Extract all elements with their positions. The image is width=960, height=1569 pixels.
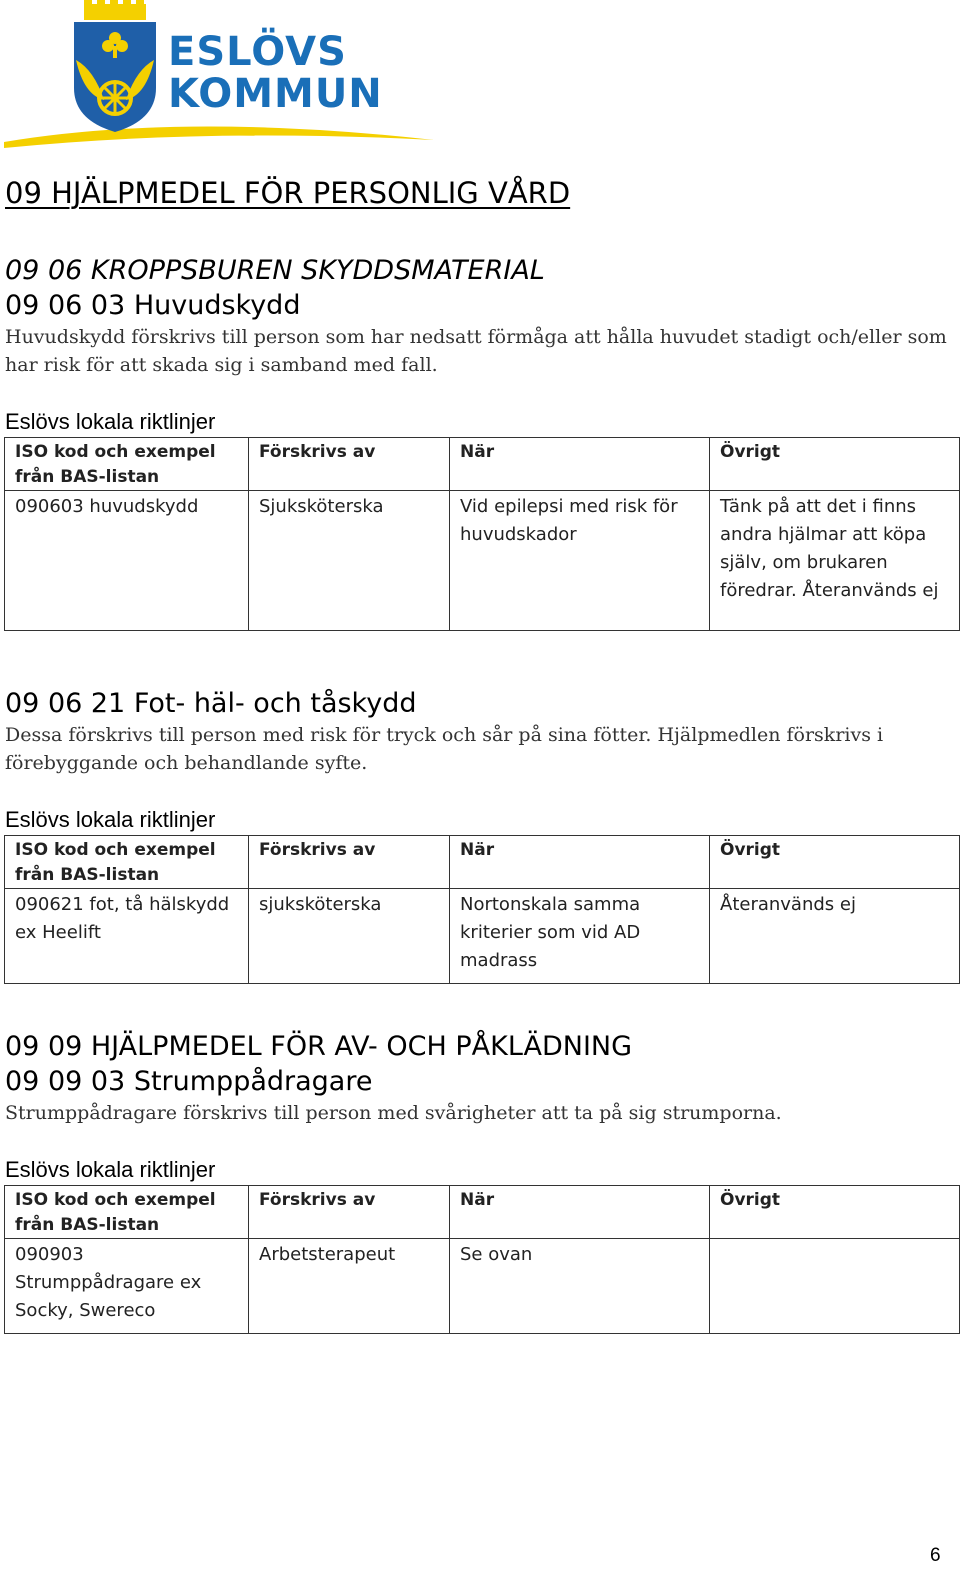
guidelines-label: Eslövs lokala riktlinjer xyxy=(5,409,216,434)
header-when: När xyxy=(450,1186,710,1239)
section-title: 09 06 03 Huvudskydd xyxy=(5,290,301,321)
cell-when: Nortonskala samma kriterier som vid AD madrass xyxy=(450,889,710,984)
section-description: Strumppådragare förskrivs till person med svårigheter att ta på sig strumporna. xyxy=(5,1102,782,1124)
cell-iso: 090903 Strumppådragare ex Socky, Swereco xyxy=(5,1239,249,1334)
cell-iso: 090603 huvudskydd xyxy=(5,491,249,631)
header-prescribed-by: Förskrivs av xyxy=(249,836,450,889)
header-other: Övrigt xyxy=(710,836,960,889)
table-header-row xyxy=(5,836,960,889)
cell-prescribed-by: Sjuksköterska xyxy=(249,491,450,631)
header-iso: ISO kod och exempel från BAS-listan xyxy=(5,836,249,889)
table-row xyxy=(5,491,960,631)
main-heading: 09 HJÄLPMEDEL FÖR PERSONLIG VÅRD xyxy=(5,176,571,210)
guidelines-table xyxy=(4,1185,960,1334)
header-when: När xyxy=(450,836,710,889)
section-category: 09 06 KROPPSBUREN SKYDDSMATERIAL xyxy=(5,255,545,286)
cell-when: Se ovan xyxy=(450,1239,710,1334)
logo-text-line2: KOMMUN xyxy=(168,71,383,117)
cell-other: Tänk på att det i finns andra hjälmar att köpa själv, om brukaren föredrar. Återanvänds ej xyxy=(710,491,960,631)
logo-text-line1: ESLÖVS xyxy=(168,29,347,75)
section-category: 09 09 HJÄLPMEDEL FÖR AV- OCH PÅKLÄDNING xyxy=(5,1031,633,1062)
section-title: 09 09 03 Strumppådragare xyxy=(5,1066,373,1097)
table-row xyxy=(5,1239,960,1334)
guidelines-label: Eslövs lokala riktlinjer xyxy=(5,807,216,832)
section-title: 09 06 21 Fot- häl- och tåskydd xyxy=(5,688,417,719)
section-description: Dessa förskrivs till person med risk för tryck och sår på sina fötter. Hjälpmedlen förskrivs i förebyggande och behandlande syfte. xyxy=(5,724,884,774)
table-header-row xyxy=(5,1186,960,1239)
cell-when: Vid epilepsi med risk för huvudskador xyxy=(450,491,710,631)
cell-other: Återanvänds ej xyxy=(710,889,960,984)
header-other: Övrigt xyxy=(710,1186,960,1239)
header-other: Övrigt xyxy=(710,438,960,491)
header-iso: ISO kod och exempel från BAS-listan xyxy=(5,1186,249,1239)
guidelines-table xyxy=(4,437,960,631)
cell-prescribed-by: Arbetsterapeut xyxy=(249,1239,450,1334)
table-header-row xyxy=(5,438,960,491)
guidelines-label: Eslövs lokala riktlinjer xyxy=(5,1157,216,1182)
cell-other xyxy=(710,1239,960,1334)
section-description: Huvudskydd förskrivs till person som har nedsatt förmåga att hålla huvudet stadigt och/eller som har risk för att skada sig i samband med fall. xyxy=(5,326,947,376)
header-prescribed-by: Förskrivs av xyxy=(249,1186,450,1239)
header-iso: ISO kod och exempel från BAS-listan xyxy=(5,438,249,491)
guidelines-table xyxy=(4,835,960,984)
cell-iso: 090621 fot, tå hälskydd ex Heelift xyxy=(5,889,249,984)
header-prescribed-by: Förskrivs av xyxy=(249,438,450,491)
page-number: 6 xyxy=(930,1545,941,1566)
header-when: När xyxy=(450,438,710,491)
cell-prescribed-by: sjuksköterska xyxy=(249,889,450,984)
table-row xyxy=(5,889,960,984)
